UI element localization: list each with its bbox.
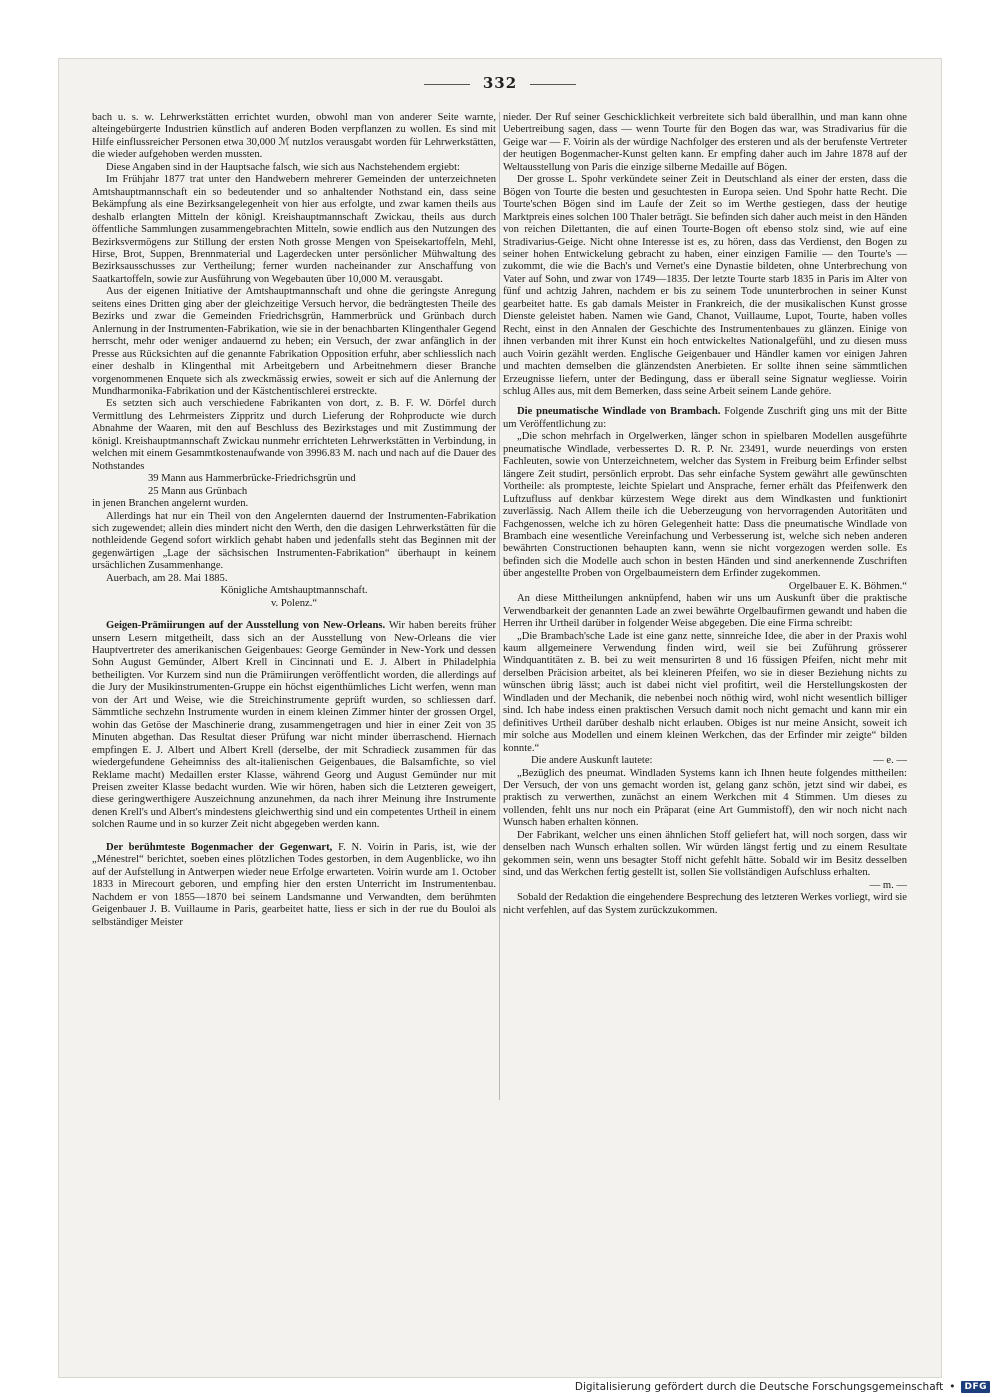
paragraph: bach u. s. w. Lehrwerkstätten errichtet wurden, obwohl man von anderer Seite warnte, alteingebürgerte Industrien künstlich auf anderen Boden verpflanzen zu wollen. Es sind mit Hilfe einflussreicher Personen etwa 30,000 ℳ nutzlos verausgabt worden für Lehrwerkstätten, die wieder aufgehoben werden mussten. — [92, 112, 496, 161]
right-column — [503, 112, 907, 1112]
signature: — e. — — [873, 755, 907, 767]
list-item: 25 Mann aus Grünbach — [148, 485, 248, 497]
paragraph: F. N. Voirin in Paris, ist, wie der „Ménestrel“ berichtet, soeben eines plötzlichen Todes gestorben, in dem Augenblicke, wo ihn auf der Aufstellung in Antwerpen wieder neue Erfolge erwarteten. Voirin wurde am 1. October 1833 in Mirecourt geboren, und empfing hier den ersten Unterricht im Instrumentenbau. Nachdem er von 1855—1870 bei seinem Landsmanne und Verwandten, dem berühmten Geigenbauer J. B. Vuillaume in Paris, gearbeitet hatte, liess er sich in der rue du Bouloi als selbständiger Meister — [92, 841, 496, 928]
paragraph: Der grosse L. Spohr verkündete seiner Zeit in Deutschland als einer der ersten, dass die Bögen von Tourte die besten und gesuchtesten in Europa seien. Und Spohr hatte Recht. Die Tourte'schen Bögen sind im Laufe der Zeit so im Werthe gestiegen, dass der heutige Marktpreis eines solchen 100 Thaler beträgt. Sie befinden sich daher auch meist in den Händen von reichen Dilettanten, die auf einen Tourte-Bogen oft ebenso stolz sind, wie auf eine Stradivarius-Geige. Nicht ohne Interesse ist es, zu hören, dass das Verdienst, den Bogen zu seiner hohen Entwickelung gebracht zu haben, einer einzigen Familie — den Tourte's — zukommt, die wie die Bach's und Vernet's eine Dynastie bildeten, ohne Unterbrechung von Vater auf Sohn, und zwar von 1749—1835. Der letzte Tourte starb 1835 in Paris im Alter von fünf und achtzig Jahren, nachdem er bis zu seinem Tode ununterbrochen in seiner Kunst gearbeitet hatte. Es gab damals Meister in Frankreich, die der musikalischen Kunst grosse Dienste geleistet haben. Namen wie Gand, Chanot, Vuillaume, Lupot, Tourte, haben volles Recht, einst in den Annalen der Geschichte des Instrumentenbaues zu glänzen. Einige von ihnen verbanden mit ihrer Kunst ein hoch entwickeltes Nationalgefühl, und zu diesen muss auch Voirin gezählt werden. Englische Geigenbauer und Händler kamen vor einigen Jahren und machten demselben die glänzendsten Anerbieten. Er sollte ihnen seine sämmtlichen Erzeugnisse liefern, unter der Bedingung, dass er überall seine Signatur wegliesse. Voirin schlug Alles aus, mit dem Bemerken, dass seine Arbeit seinem Lande gehöre. — [503, 174, 907, 397]
signature-name: v. Polenz.“ — [270, 597, 318, 609]
signature-office: Königliche Amtshauptmannschaft. — [220, 585, 368, 597]
paragraph: Allerdings hat nur ein Theil von den Angelernten dauernd der Instrumenten-Fabrikation sich zugewendet; allein dies mindert nicht den Werth, den die dasigen Lehrwerkstätten für die nothleidende Gegend sofort wirklich gehabt haben und jedenfalls steht das Beginnen mit der gegenwärtigen „Lage der sächsischen Instrumenten-Fabrikation“ überhaupt in keinem ursächlichen Zusammenhange. — [92, 510, 496, 572]
column-divider — [499, 112, 500, 1100]
paragraph: Diese Angaben sind in der Hauptsache falsch, wie sich aus Nachstehendem ergiebt: — [106, 161, 460, 173]
left-column — [92, 112, 496, 1112]
quoted-letter: „Die schon mehrfach in Orgelwerken, länger schon in spielbaren Modellen ausgeführte pneumatische Windlade, verbessertes D. R. P. Nr. 23491, wurde neuerdings von ersten Fachleuten, sowie von Unterzeichnetem, welcher das System in Freiburg beim Erfinder selbst längere Zeit studirt, persönlich erprobt. Das sehr einfache System gewährt alle gewünschten Vortheile: als prompteste, leichte Spielart und Ansprache, ferner erhält das Pfeifenwerk den Luftzufluss auf denkbar kürzestem Wege direkt aus dem Windkasten und funktionirt zuverlässig. Nach Allem theile ich die Ueberzeugung von hervorragenden Autoritäten und Fachgenossen, welche ich zu hören Gelegenheit hatte: Dass die pneumatische Windlade von Brambach eine wesentliche Vereinfachung und Verbesserung ist, welche sich neben anderen bewährten Constructionen behaupten kann, wenn sie nicht vorgezogen werden solle. Es befinden sich die Modelle auch schon in besten Händen und sind anerkennende Zuschriften über angestellte Proben von Orgelbaumeistern dem Erfinder zugekommen. — [503, 431, 907, 580]
quoted-letter: „Die Brambach'sche Lade ist eine ganz nette, sinnreiche Idee, die aber in der Praxis wohl kaum allgemeinere Verwendung finden wird, weil sie bei Zuführung grösserer Windquantitäten z. B. bei zu weit mensurirten 8 und 16 füssigen Pfeifen, nicht mehr mit derselben Präcision arbeitet, als bei kleineren Pfeifen, wo sie in dieser Beziehung nichts zu wünschen übrig lässt; auch ist dabei nicht viel profitirt, weil die Herstellungskosten der Windladen und der Mechanik, die nebenbei noch nöthig wird, wohl nicht wesentlich billiger sind. Ich habe indess einen praktischen Versuch damit noch nicht gemacht und kann mir ein definitives Urtheil darüber deshalb nicht erlauben. Obiges ist nur meine Ansicht, soweit ich mir solche aus Modellen und einem kleinen Werkchen, das der Erfinder mir zeigte“ bilden konnte.“ — [503, 630, 907, 754]
article-heading: Der berühmteste Bogenmacher der Gegenwart, — [106, 841, 333, 853]
header-rule-right — [530, 84, 576, 85]
paragraph: nieder. Der Ruf seiner Geschicklichkeit verbreitete sich bald überallhin, und man kann ohne Uebertreibung sagen, dass — wenn Tourte für den Bogen das war, was Stradivarius für die Geige war — F. Voirin als der würdige Nachfolger des ersteren und als der berufenste Vertreter der heutigen Bogenmacher-Kunst gelten kann. Er empfing daher auch im Jahre 1878 auf der Weltausstellung von Paris die einzige silberne Medaille auf Bögen. — [503, 112, 907, 173]
page-header — [58, 74, 942, 92]
signature: Orgelbauer E. K. Böhmen.“ — [788, 580, 907, 592]
footer-text: Digitalisierung gefördert durch die Deutsche Forschungsgemeinschaft — [574, 1381, 944, 1393]
paragraph: Der Fabrikant, welcher uns einen ähnlichen Stoff geliefert hat, will noch sorgen, dass wir denselben nach Wunsch erhalten sollen. Wir würden längst fertig und zu einem Resultate gekommen sein, wenn uns besagter Stoff nicht gefehlt hätte. Sobald wir im Besitz desselben sind, und das Werkchen fertig gestellt ist, sollen Sie vollständigen Aufschluss erhalten. — [503, 829, 907, 879]
paragraph: Im Frühjahr 1877 trat unter den Handwebern mehrerer Gemeinden der unterzeichneten Amtshauptmannschaft ein so bedeutender und so anhaltender Nothstand ein, dass seine Bekämpfung als eine Bezirksangelegenheit von hier aus erfolgte, und zwar kamen theils aus deshalb erlangten Mitteln der königl. Kreishauptmannschaft Zwickau, theils aus durch öffentliche Sammlungen zusammengebrachten Mitteln, sowie endlich aus den Nutzungen des Bezirksvermögens zur Stillung der ersten Noth grosse Mengen von Speisekartoffeln, Mehl, Hirse, Brot, Suppen, Brennmaterial und Lagerdecken unter persönlicher Mühwaltung des Bezirksausschusses zur Vertheilung; ferner wurden nacheinander zur Anschaffung von Saatkartoffeln, sowie zur Ausführung von Wegebauten über 10,000 M. verausgabt. — [92, 174, 496, 285]
paragraph: Aus der eigenen Initiative der Amtshauptmannschaft und ohne die geringste Anregung seitens eines Dritten ging aber der gleichzeitige Versuch hervor, die bedrängtesten Theile des Bezirks und zwar die Gemeinden Friedrichsgrün, Hammerbrück und Grünbach durch Anlernung in der Instrumenten-Fabrikation, wie sie in der benachbarten Klingenthaler Gegend herrscht, mehr oder weniger andauernd zu heben; ein Versuch, der zwar anfänglich in der Presse aus Rücksichten auf die genannte Fabrikation Opposition erfuhr, aber schliesslich nach einer deshalb in Klingenthal mit Arbeitgebern und Arbeitnehmern dieser Branche vorgenommenen Enquete sich als zweckmässig erwies, soweit er sich auf die Anlernung der Mundharmonika-Fabrikation und der Kästchentischlerei erstreckte. — [92, 286, 496, 397]
paragraph: Die andere Auskunft lautete: — [531, 755, 653, 767]
article-heading: Geigen-Prämiirungen auf der Ausstellung von New-Orleans. — [106, 620, 386, 632]
signature: — m. — — [869, 879, 907, 891]
paragraph: Folgende Zuschrift ging uns mit der Bitte um Veröffentlichung zu: — [503, 406, 907, 430]
page-number: 332 — [482, 74, 518, 92]
footer-separator: • — [949, 1381, 956, 1393]
header-rule-left — [424, 84, 470, 85]
paragraph: Sobald der Redaktion die eingehendere Besprechung des letzteren Werkes vorliegt, wird sie nicht verfehlen, auf das System zurückzukommen. — [503, 892, 907, 916]
list-item: 39 Mann aus Hammerbrücke-Friedrichsgrün und — [148, 473, 356, 485]
paragraph-line — [503, 755, 907, 767]
dfg-logo: DFG — [961, 1381, 990, 1393]
paragraph: Wir haben bereits früher unsern Lesern mitgetheilt, dass sich an der Ausstellung von New-Orleans die vier Hauptvertreter des amerikanischen Geigenbaues: George Gemünder in New-York und dessen Sohn August Gemünder, Albert Krell in Cincinnati und E. J. Albert in Philadelphia betheiligten. Vor Kurzem sind nun die Prämiirungen veröffentlicht worden, die allerdings auf die Jury der Musikinstrumenten-Gruppe ein höchst eigenthümliches Licht werfen, wenn man von der Art und Weise, wie die Streichinstrumente geprüft wurden, so schliessen darf. Sämmtliche sechzehn Instrumente wurden in einem kleinen Zimmer hinter der grossen Orgel, wohin das Getöse der Maschinerie drang, zusammengetragen und hier in einer Zeit von 35 Minuten abgethan. Das Resultat dieser Prüfung war nicht minder überraschend. Hiernach empfingen E. J. Albert und Albert Krell (derselbe, der mit Schradieck zusammen für das wiedergefundene Geheimniss des alt-italienischen Geigenbaues, die Balsamfichte, so viel Reklame macht) Medaillen erster Klasse, während Georg und August Gemünder nur mit Preisen zweiter Klasse bedacht wurden. Wie wir hören, haben sich die Letzteren geweigert, diese geringwerthigere Auszeichnung anzunehmen, da nach ihrer Meinung ihre Instrumente denen Krell's und Albert's mindestens gleichwerthig sind und ein competentes Urtheil in einem solchen Raume und in so kurzer Zeit nicht abgegeben werden kann. — [92, 620, 496, 831]
digitization-footer — [575, 1381, 990, 1393]
paragraph: Es setzten sich auch verschiedene Fabrikanten von dort, z. B. F. W. Dörfel durch Vermittlung des Lehrmeisters Zippritz und durch Lieferung der Rohproducte wie durch Abnahme der Waaren, mit den auf Beschluss des Bezirkstages und mit Zustimmung der königl. Kreishauptmannschaft Zwickau nunmehr errichteten Lehrwerkstätten in Verbindung, in welchen mit einem Gesammtkostenaufwande von 3996.83 M. nach und nach auf die Dauer des Nothstandes — [92, 398, 496, 472]
paragraph: An diese Mittheilungen anknüpfend, haben wir uns um Auskunft über die praktische Verwendbarkeit der genannten Lade an zwei bewährte Orgelbaufirmen gewandt und haben die Herren ihr Urtheil darüber in folgender Weise abgegeben. Die eine Firma schreibt: — [503, 593, 907, 630]
paragraph: in jenen Branchen angelernt wurden. — [92, 498, 249, 510]
dateline: Auerbach, am 28. Mai 1885. — [106, 572, 228, 584]
article-heading: Die pneumatische Windlade von Brambach. — [517, 406, 721, 418]
quoted-letter: „Bezüglich des pneumat. Windladen Systems kann ich Ihnen heute folgendes mittheilen: Der Versuch, der von uns gemacht worden ist, gelang ganz schön, jetzt sind wir dabei, es praktisch zu verwerthen, zunächst an einem Werkchen mit 4 Stimmen. Um dieses zu vollenden, fehlt uns nur noch ein Präparat (eine Art Gummistoff), den wir noch nicht nach Wunsch haben erhalten können. — [503, 767, 907, 829]
